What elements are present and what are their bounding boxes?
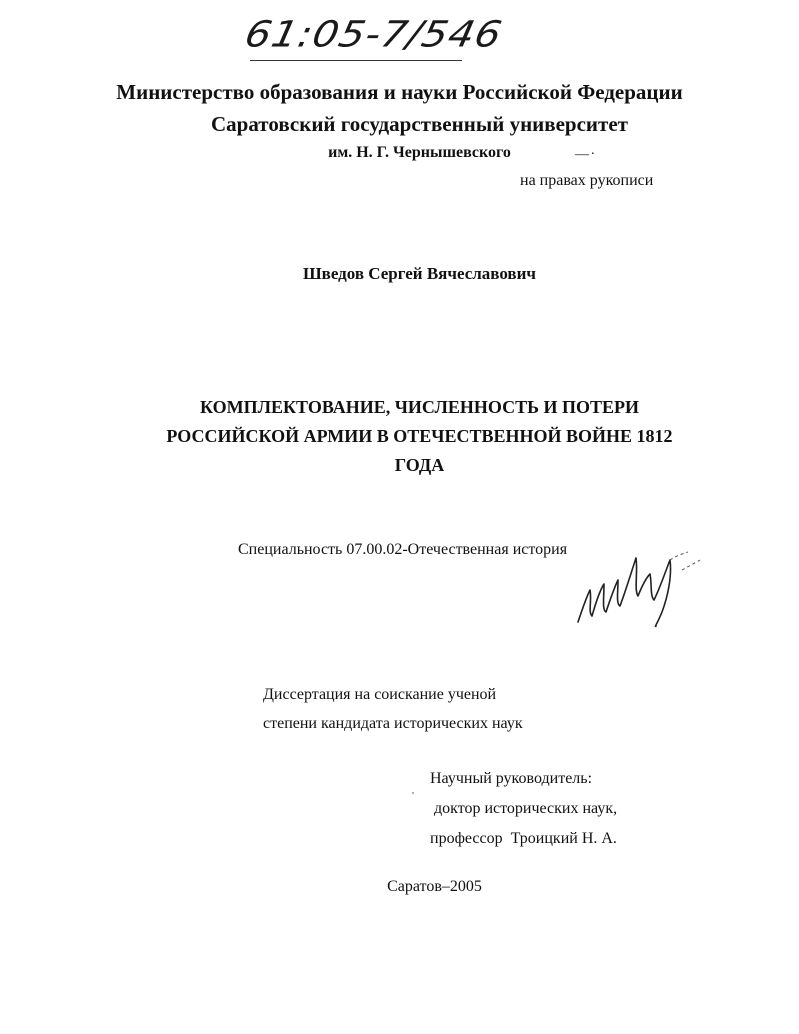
ministry-heading: Министерство образования и науки Российской Федерации <box>116 80 683 104</box>
manuscript-status: на правах рукописи <box>520 172 654 189</box>
dissertation-note <box>263 680 523 738</box>
registry-number-underline <box>250 60 462 61</box>
handwritten-registry-number: 61:05-7/546 <box>241 14 506 56</box>
dissertation-title <box>0 393 799 480</box>
university-heading: Саратовский государственный университет <box>211 112 628 136</box>
university-named-after: им. Н. Г. Чернышевского <box>328 144 511 161</box>
signature-image <box>570 540 710 630</box>
advisor-name: профессор Троицкий Н. А. <box>430 830 617 847</box>
specialty: Специальность 07.00.02-Отечественная история <box>238 541 568 558</box>
dissertation-line: Диссертация на соискание ученой <box>263 686 497 703</box>
author-name: Шведов Сергей Вячеславович <box>302 264 536 283</box>
paper-speck <box>412 792 414 794</box>
scientific-advisor <box>430 764 617 854</box>
title-line: РОССИЙСКОЙ АРМИИ В ОТЕЧЕСТВЕННОЙ ВОЙНЕ 1812 <box>166 426 673 446</box>
pen-mark: — · <box>575 147 595 162</box>
title-line: ГОДА <box>394 455 445 475</box>
city-year: Саратов–2005 <box>387 878 482 895</box>
advisor-degree: доктор исторических наук, <box>434 800 618 817</box>
dissertation-line: степени кандидата исторических наук <box>263 715 523 732</box>
title-line: КОМПЛЕКТОВАНИЕ, ЧИСЛЕННОСТЬ И ПОТЕРИ <box>199 397 640 417</box>
advisor-label: Научный руководитель: <box>430 770 593 787</box>
